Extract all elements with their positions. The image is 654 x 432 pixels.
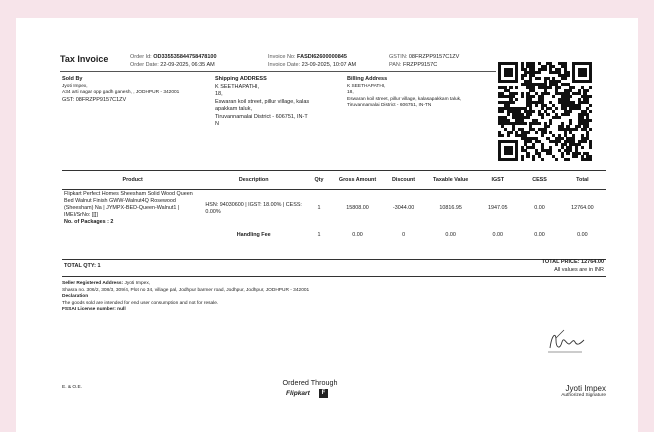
qr-module xyxy=(549,86,552,89)
seller-name: Jyoti Impex, xyxy=(62,83,88,89)
qr-module xyxy=(509,152,512,155)
qr-module xyxy=(524,74,527,77)
total-qty: TOTAL QTY: 1 xyxy=(64,263,101,269)
qr-module xyxy=(589,128,592,131)
signature-image xyxy=(544,322,588,362)
qr-module xyxy=(558,116,561,119)
sold-by-block xyxy=(62,76,202,104)
company-name: Jyoti Impex xyxy=(565,384,606,393)
authorized-signature-label: Authorized Signature xyxy=(561,393,606,398)
qr-module xyxy=(529,113,532,116)
qr-module xyxy=(575,128,578,131)
invoice-title: Tax Invoice xyxy=(60,54,109,64)
billing-heading: Billing Address xyxy=(347,76,388,82)
qr-module xyxy=(569,110,572,113)
qr-module xyxy=(544,131,547,134)
qr-module xyxy=(581,146,584,149)
shipping-line4: Tiruvannamalai District - 606751, IN-T xyxy=(215,113,308,120)
registered-address: Shasra no. 306/2, 308/3, 309/4, Plot no 34, village pal, Jodhpur barmer road, Jodhpur, Jodhpur, JODHPUR - 342001 xyxy=(62,287,310,293)
shipping-name: K SEETHAPATHI, xyxy=(215,83,260,90)
cess-cell: 0.00 xyxy=(534,231,545,238)
igst-cell: 0.00 xyxy=(492,231,504,238)
qr-module xyxy=(589,146,592,149)
registered-line: Seller Registered Address: Jyoti Impex, xyxy=(62,281,151,286)
cess-cell: 0.00 xyxy=(534,205,545,211)
shipping-heading: Shipping ADDRESS xyxy=(215,76,267,82)
qr-module xyxy=(589,110,592,113)
qr-module xyxy=(564,77,567,80)
billing-line3: Tiruvannamalai District - 606751, IN-TN xyxy=(347,103,432,108)
qr-module xyxy=(558,86,561,89)
qr-module xyxy=(521,95,524,98)
gstin-line: GSTIN: 08FRZPP9157C1ZV xyxy=(389,54,460,60)
billing-line1: 18, xyxy=(347,90,354,95)
qr-module xyxy=(532,95,535,98)
gross-cell: 15808.00 xyxy=(346,205,369,211)
qr-module xyxy=(524,122,527,125)
qr-module xyxy=(552,95,555,98)
qr-module xyxy=(566,74,569,77)
total-cell: 0.00 xyxy=(577,231,588,238)
shipping-line2: Eswaran koil street, pillur village, kalas xyxy=(215,98,310,105)
tax-ids xyxy=(389,54,459,69)
qr-module xyxy=(546,125,549,128)
qr-module xyxy=(538,77,541,80)
billing-line2: Eswaran koil street, pillur village, kalasapakkam taluk, xyxy=(347,96,462,102)
qr-module xyxy=(541,116,544,119)
invoice-page xyxy=(16,18,638,432)
qr-module xyxy=(555,107,558,110)
taxable-cell: 10816.95 xyxy=(439,205,462,211)
qr-module xyxy=(507,113,510,116)
seller-registered-block xyxy=(62,281,602,314)
shipping-address-block xyxy=(215,76,345,129)
qty-cell: 1 xyxy=(317,231,321,238)
gross-cell: 0.00 xyxy=(352,231,363,238)
qr-module xyxy=(541,158,544,161)
pan-line: PAN: FRZPP9157C xyxy=(389,61,438,68)
qr-module xyxy=(521,158,524,161)
declaration-text: The goods sold are intended for end user consumption and not for resale. xyxy=(62,300,219,306)
shipping-line3: apakkam taluk, xyxy=(215,106,252,112)
qr-module xyxy=(589,119,592,122)
col-description: Description xyxy=(203,171,304,190)
qr-module xyxy=(569,122,572,125)
qr-module xyxy=(589,104,592,107)
package-count: No. of Packages : 2 xyxy=(64,219,114,225)
qr-module xyxy=(589,86,592,89)
qr-module xyxy=(532,110,535,113)
registered-name: Jyoti Impex, xyxy=(124,281,151,286)
qr-module xyxy=(515,92,518,95)
flipkart-logo-text: Flipkart xyxy=(286,390,310,397)
order-info xyxy=(130,54,217,69)
col-gross: Gross Amount xyxy=(334,171,381,190)
qr-module xyxy=(526,116,529,119)
product-cell xyxy=(62,227,203,243)
qr-module xyxy=(538,71,541,74)
total-price: TOTAL PRICE: 12764.00 xyxy=(541,259,604,265)
col-discount: Discount xyxy=(381,171,426,190)
qr-module xyxy=(535,104,538,107)
billing-name: K SEETHAPATHI, xyxy=(347,83,386,89)
pan: FRZPP9157C xyxy=(402,61,438,68)
qr-module xyxy=(583,74,586,77)
qr-module xyxy=(546,92,549,95)
qr-module xyxy=(555,143,558,146)
qr-module xyxy=(507,134,510,137)
qr-module xyxy=(586,89,589,92)
currency-note: All values are in INR xyxy=(554,266,604,273)
qr-module xyxy=(515,86,518,89)
description-cell: Handling Fee xyxy=(236,231,271,238)
qr-module xyxy=(566,158,569,161)
col-qty: Qty xyxy=(304,171,334,190)
invoice-number: FASDI62600000845 xyxy=(297,54,347,60)
invoice-info xyxy=(268,54,356,69)
qr-module xyxy=(555,158,558,161)
col-total: Total xyxy=(559,171,606,190)
discount-cell: 0 xyxy=(402,231,406,238)
totals-divider xyxy=(62,276,606,277)
order-id-line: Order Id: OD335535844758478100 xyxy=(130,54,217,60)
qr-module xyxy=(572,86,575,89)
qty-cell: 1 xyxy=(317,205,321,211)
qr-code xyxy=(498,62,592,161)
invoice-date-line: Invoice Date: 23-09-2025, 10:07 AM xyxy=(268,61,357,68)
qr-module xyxy=(509,131,512,134)
header-divider xyxy=(60,71,496,72)
description-cell: HSN: 94030600 | IGST: 18.00% | CESS: 0.00% xyxy=(205,201,302,215)
taxable-cell: 0.00 xyxy=(445,231,456,238)
seller-gst: GST: 08FRZPP9157C1ZV xyxy=(62,96,127,103)
qr-module xyxy=(509,86,512,89)
qr-module xyxy=(569,95,572,98)
declaration-heading: Declaration xyxy=(62,294,89,299)
billing-address-block xyxy=(347,76,495,110)
qr-module xyxy=(589,95,592,98)
ordered-through: Ordered Through xyxy=(282,378,338,387)
product-name: Flipkart Perfect Homes Sheesham Solid Wood Queen Bed Walnut Finish GWW-Walnut4Q Rosewood (Sheesham) Na | JYMPX-BED-Queen-Walnut1 | IMEI/SrNo: [[]] xyxy=(64,191,193,218)
discount-cell: -3044.00 xyxy=(392,205,415,211)
order-date-line: Order Date: 22-09-2025, 06:35 AM xyxy=(130,61,215,68)
invoice-no-line: Invoice No: FASDI62600000845 xyxy=(268,54,347,60)
qr-module xyxy=(589,158,592,161)
total-cell: 12764.00 xyxy=(571,205,594,211)
qr-module xyxy=(515,98,518,101)
qr-module xyxy=(566,113,569,116)
flipkart-bag-icon: F xyxy=(319,389,328,398)
qr-module xyxy=(538,122,541,125)
invoice-date: 23-09-2025, 10:07 AM xyxy=(301,61,357,68)
qr-module xyxy=(549,122,552,125)
sold-by-heading: Sold By xyxy=(62,76,83,82)
items-table xyxy=(62,170,606,243)
table-row xyxy=(62,190,606,228)
qr-module xyxy=(501,134,504,137)
shipping-line1: 18, xyxy=(215,91,223,97)
seller-address: A34 arti nagar opp gadh ganesh, , JODHPUR - 342001 xyxy=(62,90,180,95)
qr-module xyxy=(512,101,515,104)
table-header-row xyxy=(62,171,606,190)
qr-module xyxy=(544,68,547,71)
qr-module xyxy=(583,140,586,143)
igst-cell: 1947.05 xyxy=(488,205,508,211)
qr-module xyxy=(546,113,549,116)
qr-module xyxy=(535,131,538,134)
eoe-text: E. & O.E. xyxy=(62,385,82,390)
qr-module xyxy=(526,131,529,134)
col-cess: CESS xyxy=(520,171,559,190)
fssai-license: FSSAI License number: null xyxy=(62,307,126,312)
qr-module xyxy=(501,110,504,113)
total-block xyxy=(456,259,604,274)
col-taxable: Taxable Value xyxy=(426,171,475,190)
qr-module xyxy=(526,155,529,158)
qr-module xyxy=(566,152,569,155)
qr-module xyxy=(515,158,518,161)
qr-module xyxy=(515,80,518,83)
signatory-block xyxy=(516,384,606,400)
qr-module xyxy=(532,158,535,161)
table-row xyxy=(62,227,606,243)
qr-module xyxy=(541,134,544,137)
col-igst: IGST xyxy=(475,171,520,190)
qr-module xyxy=(509,74,512,77)
order-id: OD335535844758478100 xyxy=(153,54,217,60)
qr-module xyxy=(575,155,578,158)
product-cell xyxy=(62,190,203,228)
gstin: 08FRZPP9157C1ZV xyxy=(408,54,460,60)
shipping-line5: N xyxy=(215,121,219,127)
col-product: Product xyxy=(62,171,203,190)
qr-module xyxy=(589,80,592,83)
order-date: 22-09-2025, 06:35 AM xyxy=(160,61,215,68)
